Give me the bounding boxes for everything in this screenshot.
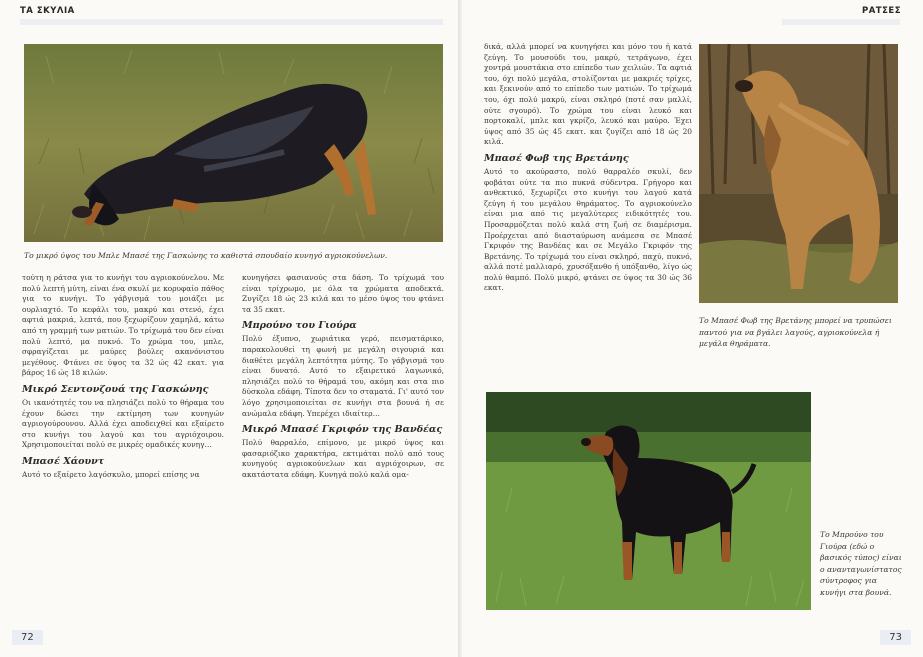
- text-column-left-2: [242, 273, 444, 481]
- paragraph: Πολύ έξυπνο, χωριάτικα γερό, πεισματάρικο, παρακολουθεί τη φωνή με μεγάλη σιγουριά και διαθέτει μεγάλη λεπτότητα μύτης. Το γάβγισμά του είναι δυνατό. Αυτό το εξαιρετικό λαγωνικό, πλησιάζει πολύ το θήραμά του, ακόμη και στα πιο δύσκολα εδάφη. Τίποτα δεν το σταματά. Γι' αυτό τον λόγο χρησιμοποιείται σε κυνήγι στα βουνά ή σε ανώμαλα εδάφη. Υπερέχει ιδιαίτερ…: [242, 334, 444, 418]
- text-column-right-1: [484, 42, 692, 294]
- paragraph: Αυτό το εξαίρετο λαγόσκυλο, μπορεί επίσης να: [22, 469, 200, 479]
- left-page: [0, 0, 461, 657]
- paragraph: Αυτό το ακούραστο, πολύ θαρραλέο σκυλί, δεν φοβάται ούτε τα πιο πυκνά σύδεντρα. Γρήγορο και ανθεκτικό, ξεχωρίζει στο κυνήγι του λαγού κατά ζεύγη ή του μεγάλου θηράματος. Το αγριοκούνελο είναι μια από τις μεγαλύτερες ειδικότητές του. Προσαρμόζεται πολύ καλά στη ζωή σε διαμέρισμα. Προέρχεται από διασταύρωση ανάμεσα σε Μπασέ Γκριφόν της Βανδέας και σε Μεγάλο Γκριφόν της Βρετάνης. Το τρίχωμά του είναι σκληρό, παχύ, πυκνό, αλλά ποτέ μαλλιαρό, χρυσόξανθο ή υπόξανθο, λίγο ώς πολύ θαμπό. Πολύ μικρό, φτάνει σε ύψος τα 30 ώς 36 εκατ.: [484, 166, 692, 293]
- paragraph: Οι ικανότητές του να πλησιάζει πολύ το θήραμα του έχουν δώσει την εκτίμηση των κυνηγών αγριογούρουνου. Αλλά έχει αποδειχθεί και εξαίρετο στο κυνήγι του λαγού και του αγριόχοιρου. Χρησιμοποιείται πολύ σε μικρές ομαδικές κυνηγ…: [22, 397, 224, 450]
- page-number-right: 73: [880, 630, 911, 645]
- section-heading: Μικρό Μπασέ Γκριφόν της Βανδέας: [242, 424, 443, 436]
- header-rule-right: [782, 19, 900, 25]
- text-column-left-1: [22, 273, 224, 481]
- photo-caption-right-top: Το Μπασέ Φωβ της Βρετάνης μπορεί να τρυπώσει παντού για να βγάλει λαγούς, αγριοκούνελα ή μεγάλα θηράματα.: [699, 316, 892, 348]
- section-heading: Μπασέ Χάουντ: [22, 455, 105, 467]
- running-head-right: ΡΑΤΣΕΣ: [861, 6, 901, 16]
- photo-caption-left: Το μικρό ύψος του Μπλε Μπασέ της Γασκώνης το καθιστά σπουδαίο κυνηγό αγριοκούνελων.: [24, 251, 388, 260]
- paragraph: κυνηγήσει φασιανούς στα δάση. Το τρίχωμά του είναι τρίχρωμο, με όλα τα χρώματα αποδεκτά. Ζυγίζει 18 ώς 23 κιλά και το μέσο ύψος του φτάνει τα 35 εκατ.: [242, 273, 444, 314]
- photo-caption-right-bottom: Το Μπρούνο του Γιούρα (εδώ ο βασικός τύπος) είναι ο ανανταγωνίστατος σύντροφος για κυνήγι στα βουνά.: [820, 530, 902, 597]
- running-head-left: ΤΑ ΣΚΥΛΙΑ: [20, 6, 75, 16]
- section-heading: Μικρό Σεντονζουά της Γασκώνης: [22, 383, 209, 395]
- section-heading: Μπασέ Φωβ της Βρετάνης: [484, 152, 629, 164]
- paragraph: τούτη η ράτσα για το κυνήγι του αγριοκούνελου. Με πολύ λεπτή μύτη, είναι ένα σκυλί με κορυφαίο πάθος για το κυνήγι. Το γάβγισμά του μοιάζει με ουρλιαχτό. Το κεφάλι του, μακρύ και στενό, έχει αφτιά μακριά, λεπτά, που ξεχωρίζουν χαμηλά, κάτω από τη γραμμή των ματιών. Το τρίχωμά του δεν είναι πολύ λεπτό, μα πυκνό. Το χρώμα του, μπλε, σφραγίζεται με μαύρες βούλες ακανόνιστου μεγέθους. Φτάνει σε ύψος τα 32 ώς 42 εκατ. για βάρος 16 ώς 18 κιλών.: [22, 273, 224, 378]
- page-number-left: 72: [12, 630, 43, 645]
- photo-fauve-bretagne: [699, 44, 898, 303]
- section-heading: Μπρούνο του Γιούρα: [242, 320, 357, 332]
- photo-bruno-jura: [486, 392, 811, 610]
- paragraph: Πολύ θαρραλέο, επίμονο, με μικρό ύψος και φασαριόζικο χαρακτήρα, εκτιμάται πολύ από τους κυνηγούς αγριοκούνελων και αγριόχοιρων, σε ακατάστατα εδάφη. Κυνηγά πολύ καλά ομα-: [242, 438, 444, 479]
- header-rule-left: [20, 19, 443, 25]
- photo-basset-gascony: [24, 44, 443, 242]
- right-page: [462, 0, 923, 657]
- paragraph: δικά, αλλά μπορεί να κυνηγήσει και μόνο του ή κατά ζεύγη. Το μουσούδι του, μακρύ, τετράγωνο, έχει χοντρά μουστάκια στο επίπεδο των χειλιών. Τα αφτιά του, όχι πολύ μεγάλα, στολίζονται με μακριές τρίχες, και ξεκινούν από το επίπεδο των ματιών. Το τρίχωμά του, όχι πολύ μακρύ, είναι σκληρό (ποτέ σαν μαλλί, ούτε σγουρό). Το χρώμα του είναι λευκό και πορτοκαλί, μπλε και γκρίζο, λευκό και μαύρο. Έχει ύψος από 35 ώς 45 εκατ. και ζυγίζει από 18 ώς 20 κιλά.: [484, 42, 692, 147]
